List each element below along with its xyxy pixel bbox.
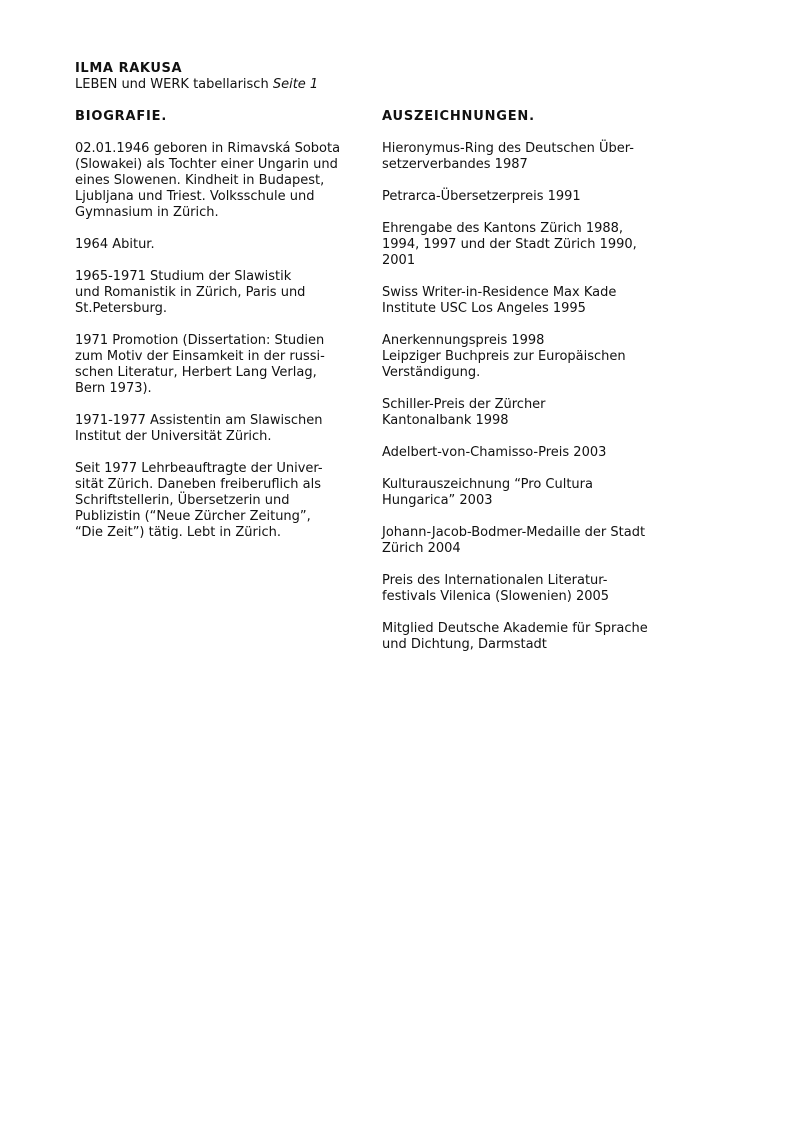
entry-line: 1965-1971 Studium der Slawistik [75,269,292,284]
entry-line: (Slowakei) als Tochter einer Ungarin und [75,157,338,172]
biografie-entry [75,413,365,445]
entry-line: Preis des Internationalen Literatur- [382,573,608,588]
entry-line: St.Petersburg. [75,301,168,316]
award-entry [382,189,682,205]
entry-line: Bern 1973). [75,381,152,396]
auszeichnungen-heading: AUSZEICHNUNGEN. [382,109,535,124]
biografie-entry [75,269,365,317]
entry-line: 02.01.1946 geboren in Rimavská Sobota [75,141,341,156]
award-entry [382,525,682,557]
page-number-label: Seite 1 [272,77,319,92]
entry-line: Schriftstellerin, Übersetzerin und [75,493,290,508]
entry-line: Kulturauszeichnung “Pro Cultura [382,477,593,492]
biografie-heading: BIOGRAFIE. [75,109,168,124]
entry-line: Ljubljana und Triest. Volksschule und [75,189,315,204]
auszeichnungen-entries [382,141,682,653]
entry-line: “Die Zeit”) tätig. Lebt in Zürich. [75,525,282,540]
auszeichnungen-column [382,109,682,669]
biografie-column [75,109,365,557]
biografie-entry [75,141,365,221]
award-entry [382,285,682,317]
entry-line: 1964 Abitur. [75,237,155,252]
entry-line: zum Motiv der Einsamkeit in der russi- [75,349,325,364]
entry-line: Hieronymus-Ring des Deutschen Über- [382,141,634,156]
biografie-entries [75,141,365,541]
entry-line: 1971-1977 Assistentin am Slawischen [75,413,323,428]
entry-line: 2001 [382,253,416,268]
entry-line: Hungarica” 2003 [382,493,493,508]
award-entry [382,477,682,509]
award-entry [382,221,682,269]
entry-line: Anerkennungspreis 1998 [382,333,545,348]
entry-line: sität Zürich. Daneben freiberuflich als [75,477,322,492]
award-entry [382,141,682,173]
entry-line: Publizistin (“Neue Zürcher Zeitung”, [75,509,311,524]
page-header [75,61,675,93]
entry-line: schen Literatur, Herbert Lang Verlag, [75,365,317,380]
entry-line: und Dichtung, Darmstadt [382,637,547,652]
award-entry [382,397,682,429]
award-entry [382,621,682,653]
entry-line: Schiller-Preis der Zürcher [382,397,546,412]
entry-line: und Romanistik in Zürich, Paris und [75,285,306,300]
entry-line: Swiss Writer-in-Residence Max Kade [382,285,617,300]
award-entry [382,333,682,381]
entry-line: setzerverbandes 1987 [382,157,528,172]
entry-line: Verständigung. [382,365,481,380]
entry-line: 1971 Promotion (Dissertation: Studien [75,333,325,348]
entry-line: Kantonalbank 1998 [382,413,509,428]
document-subtitle [75,77,675,93]
entry-line: Johann-Jacob-Bodmer-Medaille der Stadt [382,525,646,540]
award-entry [382,445,682,461]
entry-line: eines Slowenen. Kindheit in Budapest, [75,173,325,188]
entry-line: Petrarca-Übersetzerpreis 1991 [382,189,581,204]
entry-line: 1994, 1997 und der Stadt Zürich 1990, [382,237,637,252]
entry-line: Mitglied Deutsche Akademie für Sprache [382,621,648,636]
entry-line: Gymnasium in Zürich. [75,205,219,220]
entry-line: festivals Vilenica (Slowenien) 2005 [382,589,610,604]
entry-line: Zürich 2004 [382,541,461,556]
biografie-entry [75,237,365,253]
entry-line: Institute USC Los Angeles 1995 [382,301,586,316]
entry-line: Leipziger Buchpreis zur Europäischen [382,349,626,364]
entry-line: Seit 1977 Lehrbeauftragte der Univer- [75,461,323,476]
entry-line: Institut der Universität Zürich. [75,429,272,444]
author-name: ILMA RAKUSA [75,61,183,76]
award-entry [382,573,682,605]
subtitle-main: LEBEN und WERK tabellarisch [75,77,269,92]
entry-line: Adelbert-von-Chamisso-Preis 2003 [382,445,607,460]
biografie-entry [75,333,365,397]
biografie-entry [75,461,365,541]
entry-line: Ehrengabe des Kantons Zürich 1988, [382,221,624,236]
